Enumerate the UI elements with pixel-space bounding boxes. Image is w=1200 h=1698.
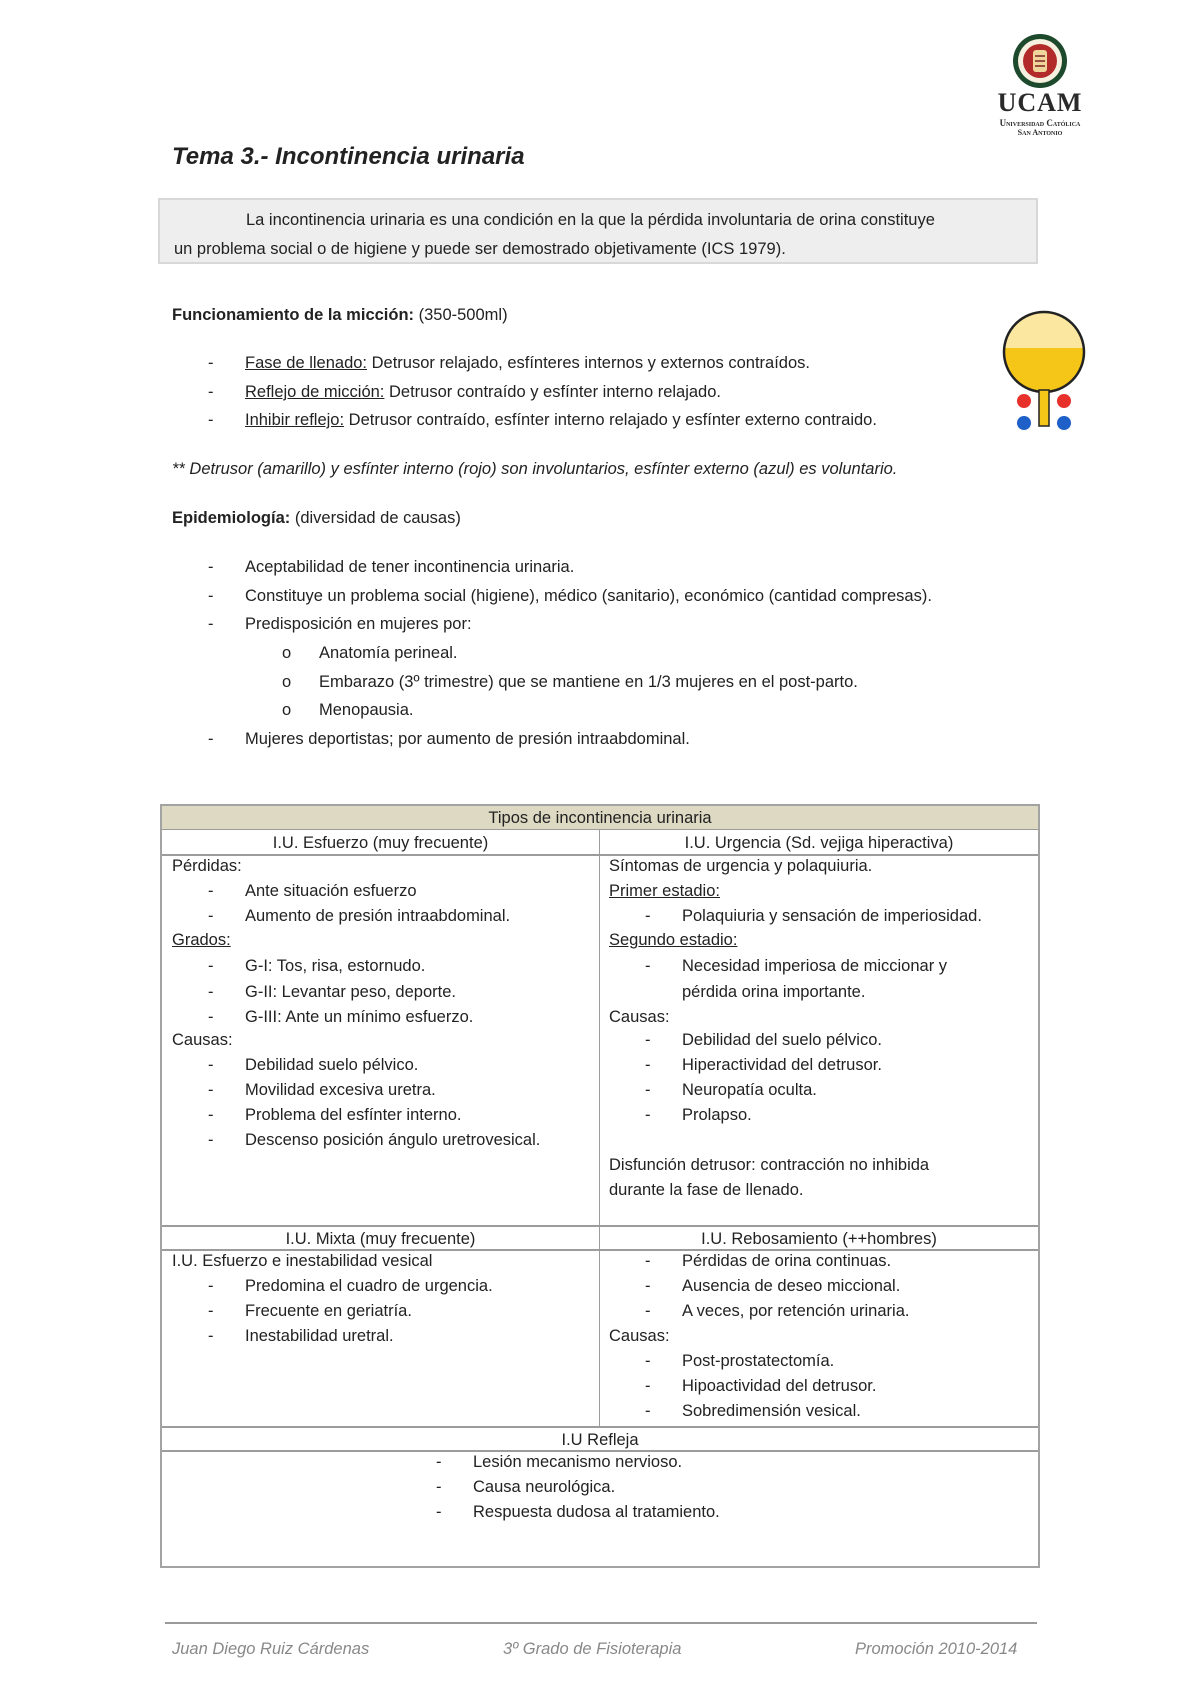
internal-sphincter-left xyxy=(1017,394,1031,408)
urgencia-disfuncion-1: Disfunción detrusor: contracción no inhibida xyxy=(609,1156,930,1174)
definition-box xyxy=(158,198,1038,264)
bullet-o: o xyxy=(282,644,292,662)
epi-item-4-text: Mujeres deportistas; por aumento de presión intraabdominal. xyxy=(245,730,690,748)
esfuerzo-grados-label: Grados: xyxy=(172,931,231,949)
logo-text: UCAM xyxy=(997,88,1083,117)
miccion-item-3-text: Detrusor contraído, esfínter interno relajado y esfínter externo contraido. xyxy=(344,411,877,429)
miccion-heading-note: (350-500ml) xyxy=(414,306,508,324)
urgencia-intro: Síntomas de urgencia y polaquiuria. xyxy=(609,857,873,875)
urgencia-segundo-label: Segundo estadio: xyxy=(609,931,738,949)
urgencia-segundo-2: pérdida orina importante. xyxy=(682,983,866,1001)
bullet-o: o xyxy=(282,673,292,691)
miccion-item-3-label: Inhibir reflejo: xyxy=(245,411,345,429)
epidemiologia-heading-label: Epidemiología: xyxy=(172,509,291,527)
external-sphincter-left xyxy=(1017,416,1031,430)
footer-promo: Promoción 2010-2014 xyxy=(855,1640,1018,1658)
epi-subitem-1-text: Anatomía perineal. xyxy=(319,644,458,662)
header-urgencia: I.U. Urgencia (Sd. vejiga hiperactiva) xyxy=(600,830,1038,856)
epi-item-2-text: Constituye un problema social (higiene), médico (sanitario), económico (cantidad compresas). xyxy=(245,587,932,605)
bullet-dash: - xyxy=(208,730,214,748)
miccion-item-2-text: Detrusor contraído y esfínter interno relajado. xyxy=(384,383,721,401)
bullet-dash: - xyxy=(208,411,214,429)
ucam-logo xyxy=(975,30,1105,140)
incontinence-types-table: Tipos de incontinencia urinaria I.U. Esfuerzo (muy frecuente) I.U. Urgencia (Sd. vejiga hiperactiva) Pérdidas: - Ante situación esfuerzo - Aumento de presión intraabdominal. Grados: - G-I: Tos, risa, estornudo. - G-II: Levantar peso, deporte. - G-III: Ante un mínimo esfuerzo. Causas: - Debilidad suelo pélvico. - Movilidad excesiva uretra. - Problema del esfínter interno. - Descenso posición ángulo uretrovesical. Síntomas de urgencia y polaquiuria. Primer estadio: - Polaquiuria y sensación de imperiosidad. Segundo estadio: - Necesidad imperiosa de miccionar y pérdida orina importante. Causas: - Debilidad del suelo pélvico. - Hiperactividad del detrusor. - Neuropatía oculta. - Prolapso. Disfunción detrusor: contracción no inhibida durante la fase de llenado. I.U. Mixta (muy frecuente) I.U. Rebosamiento (++hombres) I.U. Esfuerzo e inestabilidad vesical - Predomina el cuadro de urgencia. - Frecuente en geriatría. - Inestabilidad uretral. - Pérdidas de orina continuas. - Ausencia de deseo miccional. - A veces, por retención urinaria. Causas: - Post-prostatectomía. - Hipoactividad del detrusor. - Sobredimensión vesical. I.U Refleja - Lesión mecanismo nervioso. - Causa neurológica. - Respuesta dudosa al tratamiento. xyxy=(160,804,1040,1568)
definition-line-2: un problema social o de higiene y puede ser demostrado objetivamente (ICS 1979). xyxy=(174,240,786,258)
epi-subitem-3-text: Menopausia. xyxy=(319,701,414,719)
mixta-intro: I.U. Esfuerzo e inestabilidad vesical xyxy=(172,1252,433,1270)
rebosamiento-causas-label: Causas: xyxy=(609,1327,670,1345)
miccion-item-2-label: Reflejo de micción: xyxy=(245,383,385,401)
bullet-dash: - xyxy=(208,558,214,576)
epidemiologia-heading xyxy=(172,509,461,528)
footer-author: Juan Diego Ruiz Cárdenas xyxy=(172,1640,370,1658)
epi-subitem-2-text: Embarazo (3º trimestre) que se mantiene en 1/3 mujeres en el post-parto. xyxy=(319,673,858,691)
page-title: Tema 3.- Incontinencia urinaria xyxy=(172,143,525,170)
definition-line-1: La incontinencia urinaria es una condición en la que la pérdida involuntaria de orina constituye xyxy=(246,211,935,229)
miccion-note: ** Detrusor (amarillo) y esfínter interno (rojo) son involuntarios, esfínter externo (azul) es voluntario. xyxy=(172,460,898,478)
footer-rule xyxy=(165,1622,1037,1624)
logo-subtitle-1: Universidad Católica xyxy=(999,118,1081,128)
header-rebosamiento: I.U. Rebosamiento (++hombres) xyxy=(600,1227,1038,1251)
miccion-heading xyxy=(172,306,508,325)
urgencia-disfuncion-2: durante la fase de llenado. xyxy=(609,1181,804,1199)
urgencia-causas-label: Causas: xyxy=(609,1008,670,1026)
bullet-dash: - xyxy=(208,615,214,633)
internal-sphincter-right xyxy=(1057,394,1071,408)
logo-subtitle-2: San Antonio xyxy=(1017,128,1063,137)
header-refleja: I.U Refleja xyxy=(162,1428,1038,1452)
header-esfuerzo: I.U. Esfuerzo (muy frecuente) xyxy=(162,830,599,856)
miccion-item-1-text: Detrusor relajado, esfínteres internos y externos contraídos. xyxy=(367,354,810,372)
bladder-icon xyxy=(1000,308,1088,440)
esfuerzo-causas-label: Causas: xyxy=(172,1031,233,1049)
bullet-dash: - xyxy=(208,587,214,605)
bladder-diagram xyxy=(1000,308,1088,440)
header-mixta: I.U. Mixta (muy frecuente) xyxy=(162,1227,599,1251)
esfuerzo-perdidas-label: Pérdidas: xyxy=(172,857,242,875)
bullet-dash: - xyxy=(208,354,214,372)
miccion-heading-label: Funcionamiento de la micción: xyxy=(172,306,415,324)
external-sphincter-right xyxy=(1057,416,1071,430)
miccion-item-1-label: Fase de llenado: xyxy=(245,354,368,372)
urgencia-primer-label: Primer estadio: xyxy=(609,882,720,900)
table-title: Tipos de incontinencia urinaria xyxy=(162,806,1038,830)
epi-item-1-text: Aceptabilidad de tener incontinencia urinaria. xyxy=(245,558,575,576)
epidemiologia-heading-note: (diversidad de causas) xyxy=(290,509,461,527)
bullet-o: o xyxy=(282,701,292,719)
epi-item-3-text: Predisposición en mujeres por: xyxy=(245,615,472,633)
bullet-dash: - xyxy=(208,383,214,401)
footer-course: 3º Grado de Fisioterapia xyxy=(503,1640,682,1658)
